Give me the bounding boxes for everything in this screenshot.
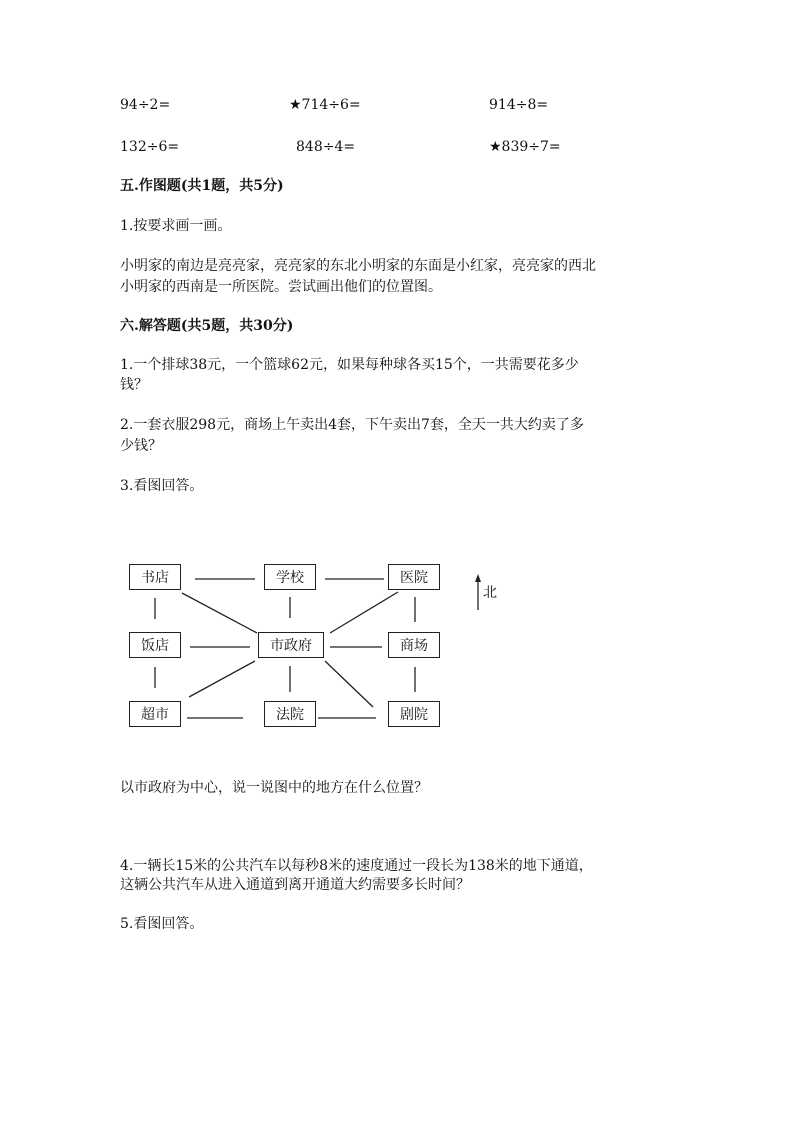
- section-5-title: 五.作图题(共1题，共5分): [120, 178, 284, 194]
- section-5-q1-line1: 小明家的南边是亮亮家，亮亮家的东北小明家的东面是小红家，亮亮家的西北: [120, 258, 596, 274]
- node-school: 学校: [264, 564, 316, 590]
- calc-1-3: 914÷8=: [489, 97, 549, 113]
- section-6-q2-line1: 2.一套衣服298元，商场上午卖出4套，下午卖出7套，全天一共大约卖了多: [120, 417, 584, 433]
- calc-2-1: 132÷6=: [120, 139, 180, 155]
- line-supermarket-cityhall: [189, 661, 255, 697]
- node-hospital: 医院: [388, 564, 440, 590]
- section-6-q2-line2: 少钱？: [120, 438, 162, 454]
- calc-1-2: ★714÷6=: [289, 97, 361, 113]
- node-restaurant: 饭店: [129, 632, 181, 658]
- section-6-q4-line2: 这辆公共汽车从进入通道到离开通道大约需要多长时间？: [120, 877, 470, 893]
- section-6-q3-question: 以市政府为中心，说一说图中的地方在什么位置？: [120, 780, 428, 796]
- section-6-q1-line1: 1.一个排球38元，一个篮球62元，如果每种球各买15个，一共需要花多少: [120, 357, 579, 373]
- node-theater: 剧院: [388, 701, 440, 727]
- node-court: 法院: [264, 701, 316, 727]
- calc-2-3: ★839÷7=: [489, 139, 561, 155]
- north-label: 北: [483, 585, 497, 601]
- section-5-q1-title: 1.按要求画一画。: [120, 218, 232, 234]
- node-mall: 商场: [388, 632, 440, 658]
- line-hospital-cityhall: [330, 592, 398, 633]
- section-6-q1-line2: 钱？: [120, 377, 148, 393]
- section-6-title: 六.解答题(共5题，共30分): [120, 318, 294, 334]
- line-bookstore-cityhall: [182, 593, 257, 633]
- node-bookstore: 书店: [129, 564, 181, 590]
- north-arrow-head: [475, 574, 481, 582]
- line-theater-cityhall: [325, 661, 373, 707]
- location-map: [110, 552, 510, 742]
- section-5-q1-line2: 小明家的西南是一所医院。尝试画出他们的位置图。: [120, 279, 442, 295]
- section-6-q5-title: 5.看图回答。: [120, 916, 204, 932]
- node-supermarket: 超市: [129, 701, 181, 727]
- calc-2-2: 848÷4=: [296, 139, 356, 155]
- node-city-hall: 市政府: [258, 632, 324, 658]
- calc-1-1: 94÷2=: [120, 97, 171, 113]
- section-6-q4-line1: 4.一辆长15米的公共汽车以每秒8米的速度通过一段长为138米的地下通道，: [120, 858, 593, 874]
- section-6-q3-title: 3.看图回答。: [120, 478, 204, 494]
